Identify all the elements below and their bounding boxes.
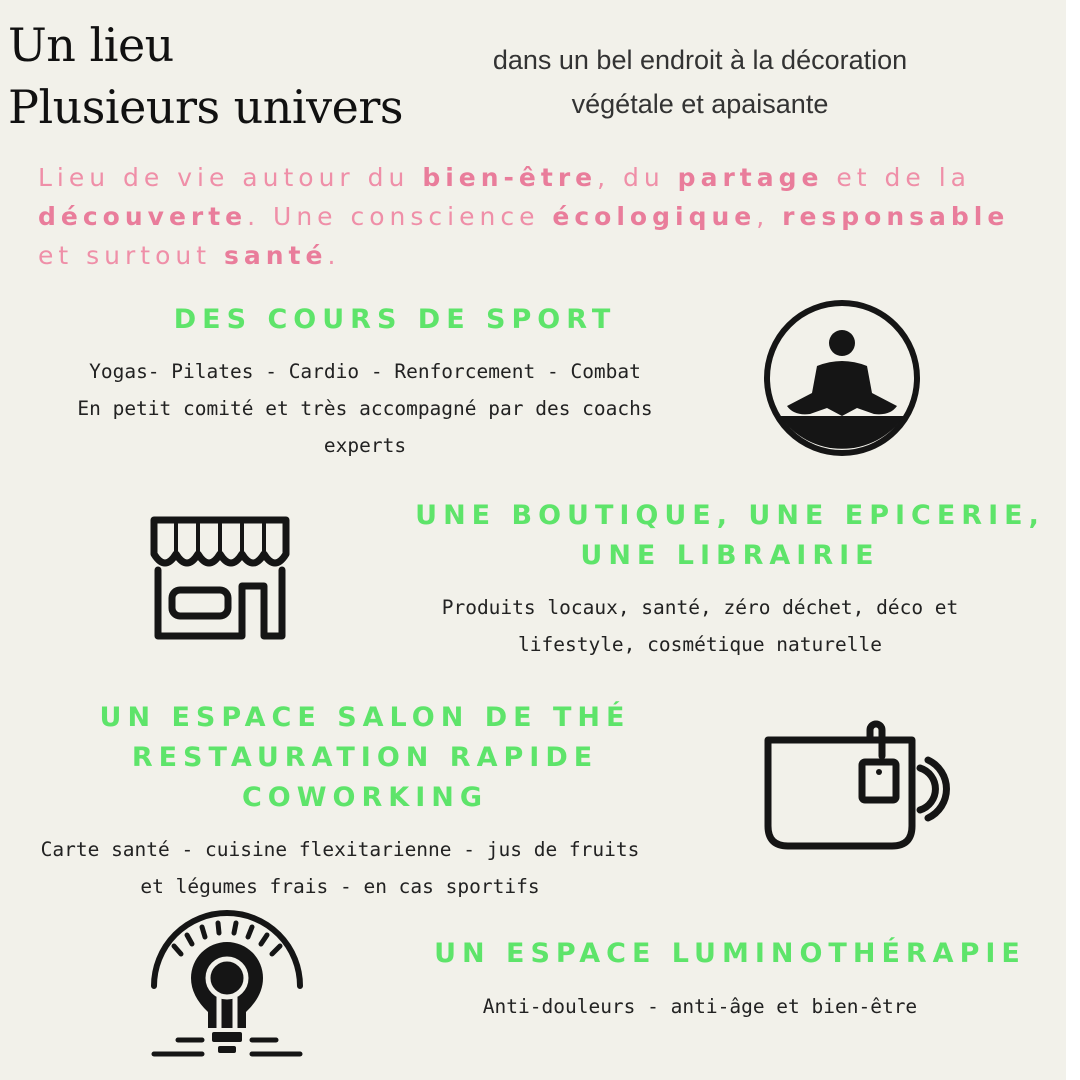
page-title-line2: Plusieurs univers (8, 80, 403, 134)
tea-cup-icon (762, 718, 962, 853)
sport-desc-line2: En petit comité et très accompagné par des coachs (77, 397, 653, 420)
page-title-line1: Un lieu (8, 18, 174, 72)
lumino-desc-line1: Anti-douleurs - anti-âge et bien-être (482, 995, 918, 1018)
shop-icon (142, 512, 298, 642)
intro-text: . (327, 241, 341, 270)
subtitle-line2: végétale et apaisante (571, 89, 829, 119)
boutique-heading-line2: UNE LIBRAIRIE (580, 540, 880, 571)
light-bulb-icon (148, 916, 306, 1062)
intro-text: , du (597, 163, 678, 192)
salon-desc-line2: et légumes frais - en cas sportifs (140, 875, 540, 898)
lumino-heading: UN ESPACE LUMINOTHÉRAPIE (434, 938, 1026, 969)
salon-heading-line3: COWORKING (241, 782, 489, 813)
intro-text: . Une conscience (247, 202, 553, 231)
meditation-icon (762, 298, 922, 458)
sport-heading: DES COURS DE SPORT (173, 304, 617, 335)
intro-text: et de la (823, 163, 971, 192)
sport-desc-line3: experts (323, 434, 407, 457)
intro-paragraph (38, 158, 1048, 275)
boutique-desc-line1: Produits locaux, santé, zéro déchet, déco et (441, 596, 959, 619)
intro-highlight: découverte (38, 202, 248, 231)
intro-highlight: partage (677, 163, 824, 192)
salon-heading-line1: UN ESPACE SALON DE THÉ (99, 702, 631, 733)
salon-description (10, 831, 670, 905)
boutique-heading (395, 496, 1065, 576)
intro-highlight: bien-être (422, 163, 598, 192)
intro-highlight: santé (223, 241, 328, 270)
intro-text: et surtout (38, 241, 224, 270)
salon-desc-line1: Carte santé - cuisine flexitarienne - jus de fruits (40, 838, 640, 861)
lumino-description (370, 988, 1030, 1025)
subtitle (440, 38, 960, 126)
boutique-description (370, 589, 1030, 663)
right-edge-strip (1066, 0, 1080, 1080)
intro-highlight: responsable (782, 202, 1010, 231)
intro-text: , (756, 202, 783, 231)
boutique-heading-line1: UNE BOUTIQUE, UNE EPICERIE, (415, 500, 1045, 531)
intro-text: Lieu de vie autour du (38, 163, 423, 192)
salon-heading (30, 698, 700, 818)
boutique-desc-line2: lifestyle, cosmétique naturelle (518, 633, 882, 656)
sport-description (20, 353, 710, 464)
subtitle-line1: dans un bel endroit à la décoration (492, 45, 908, 75)
sport-desc-line1: Yogas- Pilates - Cardio - Renforcement - Combat (89, 360, 641, 383)
intro-highlight: écologique (552, 202, 757, 231)
salon-heading-line2: RESTAURATION RAPIDE (131, 742, 599, 773)
